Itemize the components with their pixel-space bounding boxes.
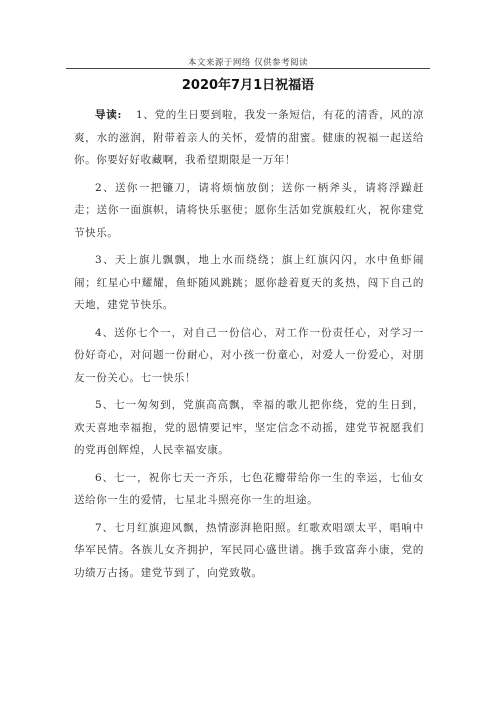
paragraph-2: 2、送你一把镰刀，请将烦恼放倒；送你一柄斧头，请将浮躁赶走；送你一面旗帜，请将快乐驱使；愿你生活如党旗般红火，祝你建党节快乐。 xyxy=(74,181,424,239)
header-note: 本文来源于网络 仅供参考阅读 xyxy=(187,58,309,68)
header-divider xyxy=(66,68,430,69)
paragraph-1 xyxy=(74,104,424,172)
paragraph-5: 5、七一匆匆到，党旗高高飘，幸福的歌儿把你绕，党的生日到，欢天喜地幸福抱，党的恩情要记牢，坚定信念不动摇，建党节祝愿我们的党再创辉煌，人民幸福安康。 xyxy=(74,399,424,456)
paragraph-7: 7、七月红旗迎风飘，热情澎湃艳阳照。红歌欢唱颂太平，唱响中华军民情。各族儿女齐拥护，军民同心盛世谱。携手致富奔小康，党的功绩万古扬。建党节到了，向党致敬。 xyxy=(74,521,424,579)
paragraph-3: 3、天上旗儿飘飘，地上水而绕绕；旗上红旗闪闪，水中鱼虾闹闹；红星心中耀耀，鱼虾随风跳跳；愿你趁着夏天的炙热，闯下自己的天地，建党节快乐。 xyxy=(74,254,424,311)
paragraph-1-text: 1、党的生日要到啦，我发一条短信，有花的清香，风的凉爽，水的滋润，附带着亲人的关怀，爱情的甜蜜。健康的祝福一起送给你。你要好好收藏啊，我希望期限是一万年！ xyxy=(74,109,424,166)
lead-label: 导读: xyxy=(95,109,122,121)
paragraph-4: 4、送你七个一，对自己一份信心，对工作一份责任心，对学习一份好奇心，对问题一份耐心，对小孩一份童心，对爱人一份爱心，对朋友一份关心。七一快乐！ xyxy=(74,326,424,384)
document-body xyxy=(74,104,424,589)
paragraph-6: 6、七一，祝你七天一齐乐，七色花瓣带给你一生的幸运，七仙女送给你一生的爱情，七星北斗照亮你一生的坦途。 xyxy=(74,471,424,506)
document-title: 2020年7月1日祝福语 xyxy=(181,78,315,93)
